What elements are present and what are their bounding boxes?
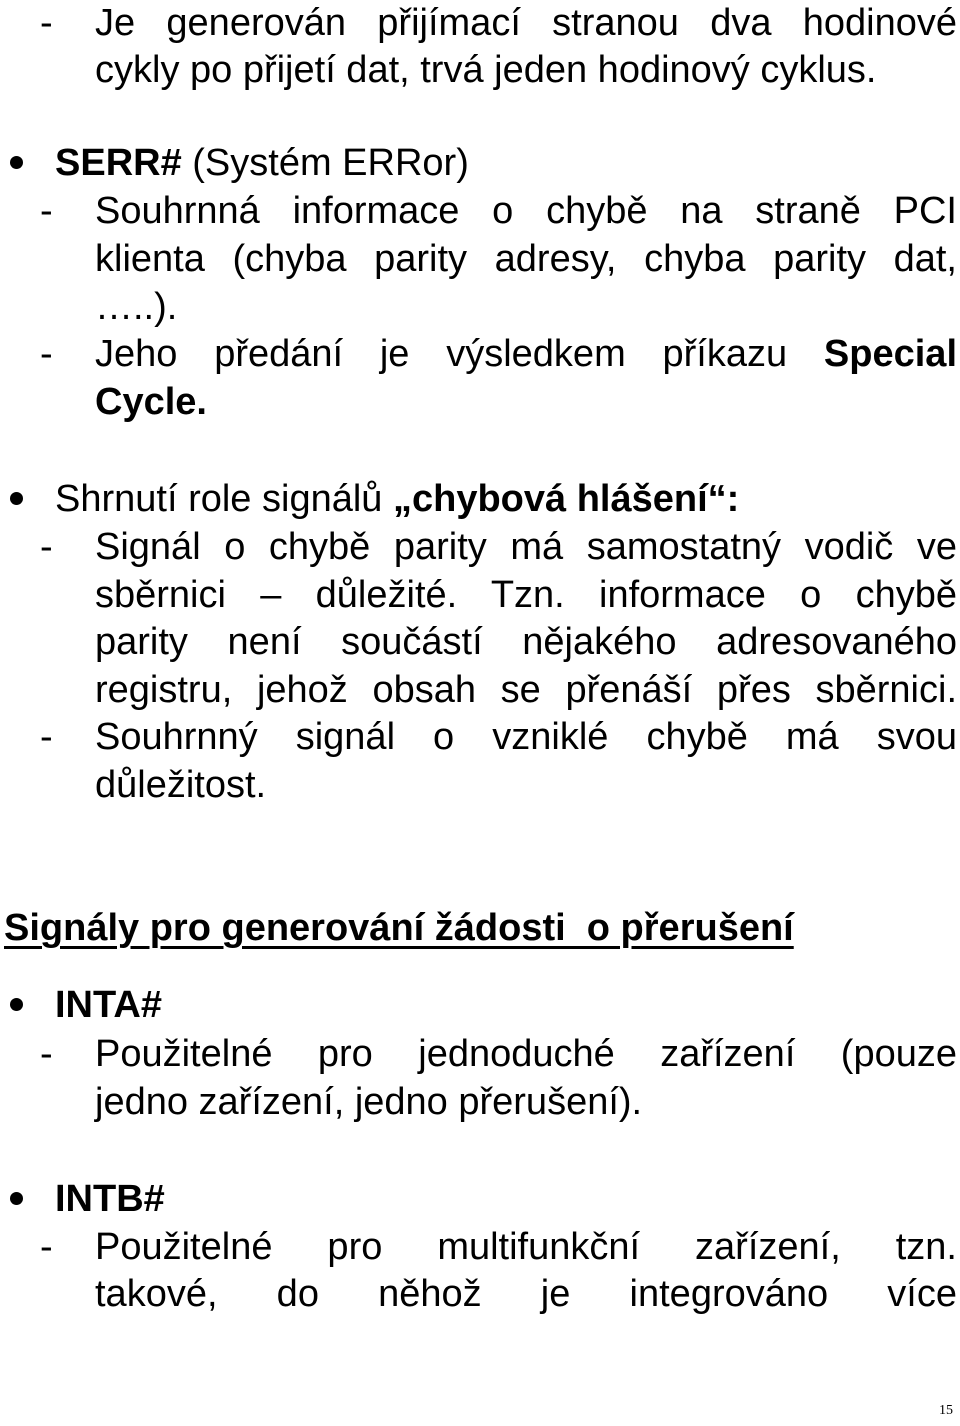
dash: - xyxy=(40,1033,53,1075)
dash: - xyxy=(40,2,53,44)
bullet-item-inta xyxy=(0,982,960,1029)
text-line: cykly po přijetí dat, trvá jeden hodinový cyklus. xyxy=(95,49,877,91)
text-line: Signál o chybě parity má samostatný vodič ve xyxy=(95,526,957,568)
bullet-icon xyxy=(10,998,23,1011)
signal-name: INTB# xyxy=(55,1178,165,1220)
bullet-item-serr xyxy=(0,140,960,187)
text-line: Použitelné pro jednoduché zařízení (pouze xyxy=(95,1033,957,1075)
text-line: důležitost. xyxy=(95,764,267,806)
dash: - xyxy=(40,190,53,232)
text-line: …..). xyxy=(95,286,178,328)
text-line: registru, jehož obsah se přenáší přes sběrnici. xyxy=(95,669,957,711)
bullet-icon xyxy=(10,1192,23,1205)
signal-desc: (Systém ERRor) xyxy=(181,142,469,184)
signal-name: INTA# xyxy=(55,984,162,1026)
signal-name: SERR# xyxy=(55,142,182,184)
text-line: klienta (chyba parity adresy, chyba parity dat, xyxy=(95,238,957,280)
dash: - xyxy=(40,333,53,375)
bullet-item-intb xyxy=(0,1176,960,1223)
bullet-item-summary: Shrnutí role signálů „chybová hlášení“: xyxy=(0,476,960,523)
text-line: jedno zařízení, jedno přerušení). xyxy=(95,1081,643,1123)
text-line: Souhrnná informace o chybě na straně PCI xyxy=(95,190,957,232)
text-line: parity není součástí nějakého adresovaného xyxy=(95,621,957,663)
bullet-icon xyxy=(10,156,23,169)
text-line: Cycle. xyxy=(95,381,207,423)
dash: - xyxy=(40,716,53,758)
text-line: takové, do něhož je integrováno více xyxy=(95,1273,957,1315)
text-line: Souhrnný signál o vzniklé chybě má svou xyxy=(95,716,957,758)
dash: - xyxy=(40,1226,53,1268)
bullet-icon xyxy=(10,492,23,505)
text-line: Je generován přijímací stranou dva hodinové xyxy=(95,2,957,44)
section-heading: Signály pro generování žádosti o přerušení xyxy=(4,907,794,949)
text-line: sběrnici – důležité. Tzn. informace o chybě xyxy=(95,574,957,616)
page-number: 15 xyxy=(939,1403,953,1418)
dash: - xyxy=(40,526,53,568)
text-line: Použitelné pro multifunkční zařízení, tzn. xyxy=(95,1226,957,1268)
text-line: Jeho předání je výsledkem příkazu Special xyxy=(95,333,957,375)
